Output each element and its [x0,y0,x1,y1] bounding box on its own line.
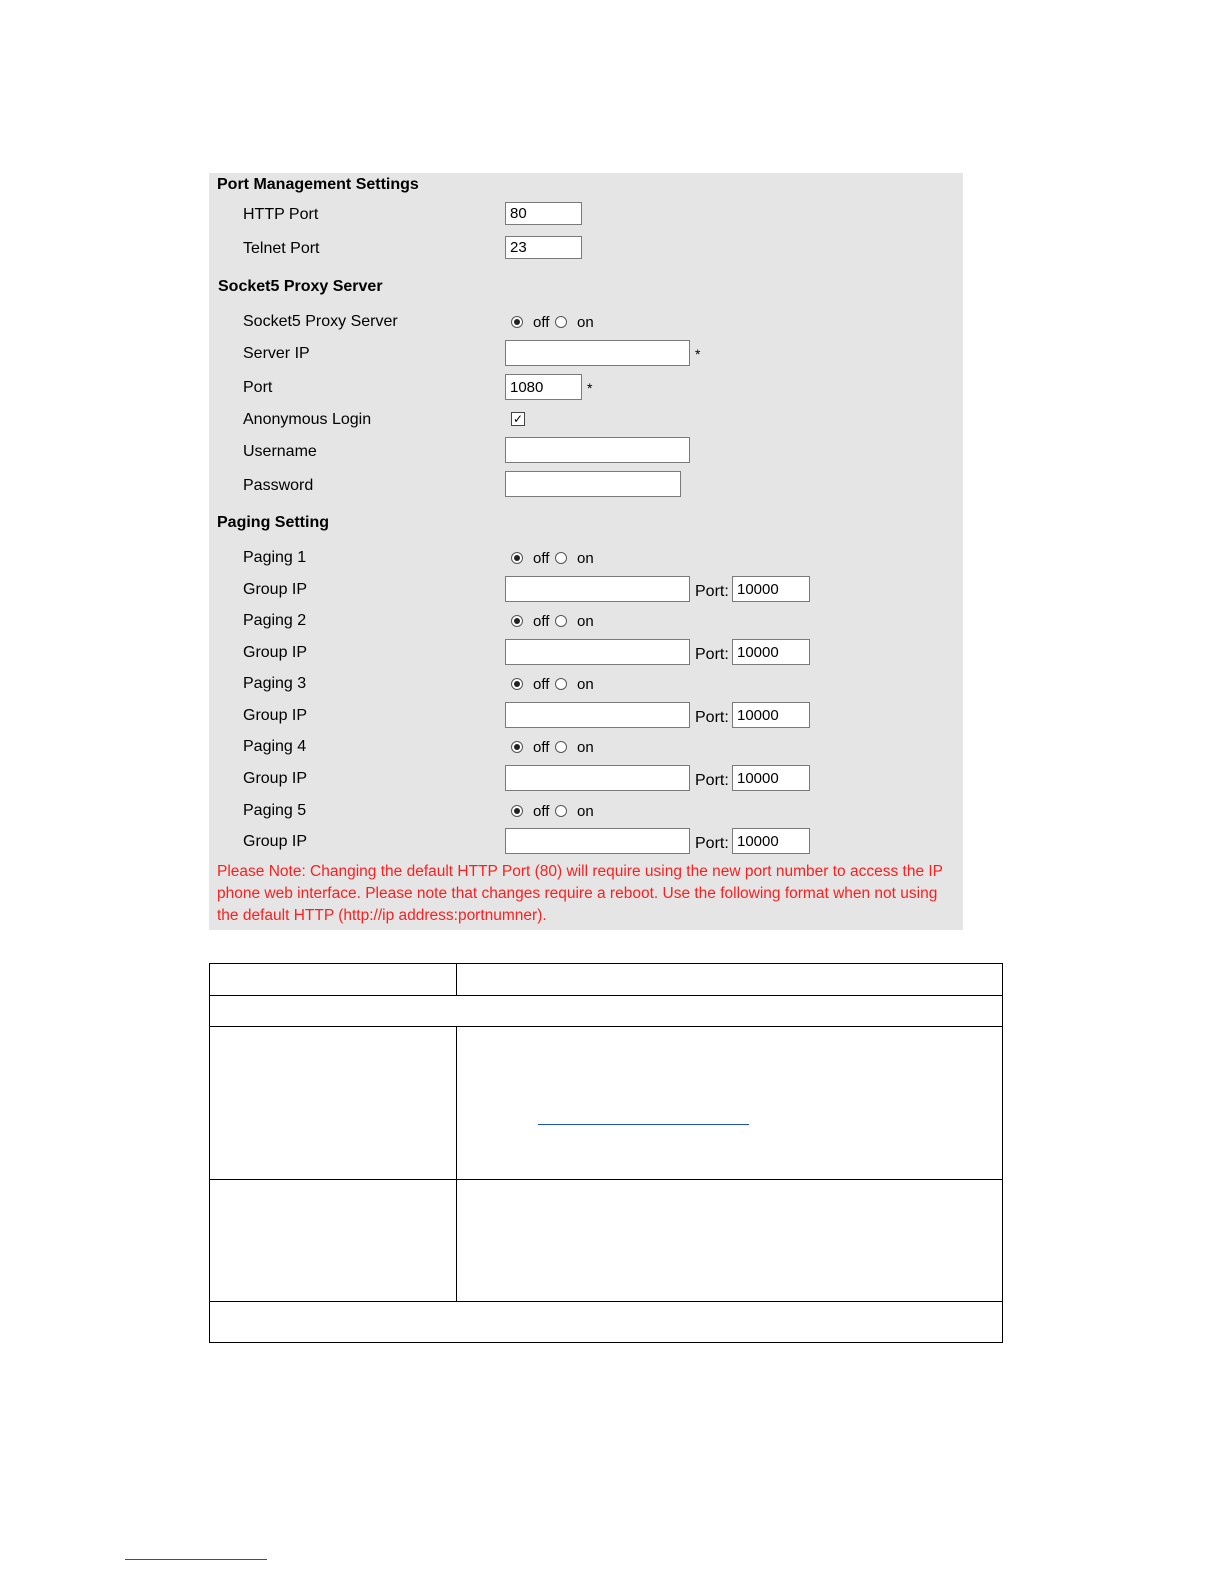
paging-5-on-label: on [577,803,594,820]
paging-3-label: Paging 3 [243,675,307,692]
paging-3-port-label: Port: [695,709,729,726]
link-underline [538,1124,749,1125]
paging-3-port-input[interactable] [732,702,810,728]
description-table [209,963,1003,1343]
footnote-underline [125,1559,267,1560]
paging-4-off-radio[interactable] [511,741,523,753]
paging-2-off-radio[interactable] [511,615,523,627]
paging-4-off-label: off [533,739,550,756]
paging-2-on-radio[interactable] [555,615,567,627]
server-ip-label: Server IP [243,345,310,362]
paging-4-on-label: on [577,739,594,756]
username-input[interactable] [505,437,690,463]
password-label: Password [243,477,314,494]
socket5-off-label: off [533,314,550,331]
paging-1-on-label: on [577,550,594,567]
server-ip-required-mark: * [695,346,701,362]
telnet-port-input[interactable] [505,236,582,259]
paging-2-off-label: off [533,613,550,630]
socket5-off-radio[interactable] [511,316,523,328]
paging-1-port-input[interactable] [732,576,810,602]
http-port-label: HTTP Port [243,206,319,223]
paging-1-group-ip-label: Group IP [243,581,308,598]
paging-1-group-ip-input[interactable] [505,576,690,602]
port-settings-panel [209,173,963,930]
paging-5-group-ip-label: Group IP [243,833,308,850]
paging-4-group-ip-input[interactable] [505,765,690,791]
table-divider [210,1301,1002,1302]
socket5-on-radio[interactable] [555,316,567,328]
socket5-proxy-label: Socket5 Proxy Server [243,313,398,330]
socket5-section-title: Socket5 Proxy Server [218,278,383,295]
proxy-port-required-mark: * [587,380,593,396]
paging-5-group-ip-input[interactable] [505,828,690,854]
paging-2-on-label: on [577,613,594,630]
http-port-input[interactable] [505,202,582,225]
paging-1-label: Paging 1 [243,549,307,566]
paging-5-on-radio[interactable] [555,805,567,817]
paging-1-port-label: Port: [695,583,729,600]
paging-5-port-input[interactable] [732,828,810,854]
paging-3-on-radio[interactable] [555,678,567,690]
paging-2-port-label: Port: [695,646,729,663]
port-management-title: Port Management Settings [217,176,419,193]
paging-3-group-ip-label: Group IP [243,707,308,724]
paging-4-port-label: Port: [695,772,729,789]
password-input[interactable] [505,471,681,497]
paging-2-group-ip-input[interactable] [505,639,690,665]
table-divider [210,1026,1002,1027]
paging-1-off-label: off [533,550,550,567]
http-port-note: Please Note: Changing the default HTTP Port (80) will require using the new port number to access the IP phone web interface. Please note that changes require a reboot. Use the following format when not using the default HTTP (http://ip address:portnumner). [217,863,943,924]
paging-section-title: Paging Setting [217,514,329,531]
paging-2-port-input[interactable] [732,639,810,665]
paging-1-off-radio[interactable] [511,552,523,564]
paging-2-label: Paging 2 [243,612,307,629]
socket5-on-label: on [577,314,594,331]
paging-3-group-ip-input[interactable] [505,702,690,728]
proxy-port-label: Port [243,379,273,396]
paging-5-port-label: Port: [695,835,729,852]
paging-4-label: Paging 4 [243,738,307,755]
anonymous-login-label: Anonymous Login [243,411,372,428]
paging-3-on-label: on [577,676,594,693]
paging-4-port-input[interactable] [732,765,810,791]
telnet-port-label: Telnet Port [243,240,320,257]
table-column-divider [456,964,457,995]
paging-3-off-radio[interactable] [511,678,523,690]
paging-5-label: Paging 5 [243,802,307,819]
anonymous-login-checkbox[interactable]: ✓ [512,412,524,426]
paging-1-on-radio[interactable] [555,552,567,564]
table-divider [210,1179,1002,1180]
paging-3-off-label: off [533,676,550,693]
table-column-divider [456,1026,457,1301]
paging-2-group-ip-label: Group IP [243,644,308,661]
username-label: Username [243,443,317,460]
paging-5-off-label: off [533,803,550,820]
paging-5-off-radio[interactable] [511,805,523,817]
proxy-port-input[interactable] [505,374,582,400]
paging-4-on-radio[interactable] [555,741,567,753]
table-divider [210,995,1002,996]
paging-4-group-ip-label: Group IP [243,770,308,787]
server-ip-input[interactable] [505,340,690,366]
